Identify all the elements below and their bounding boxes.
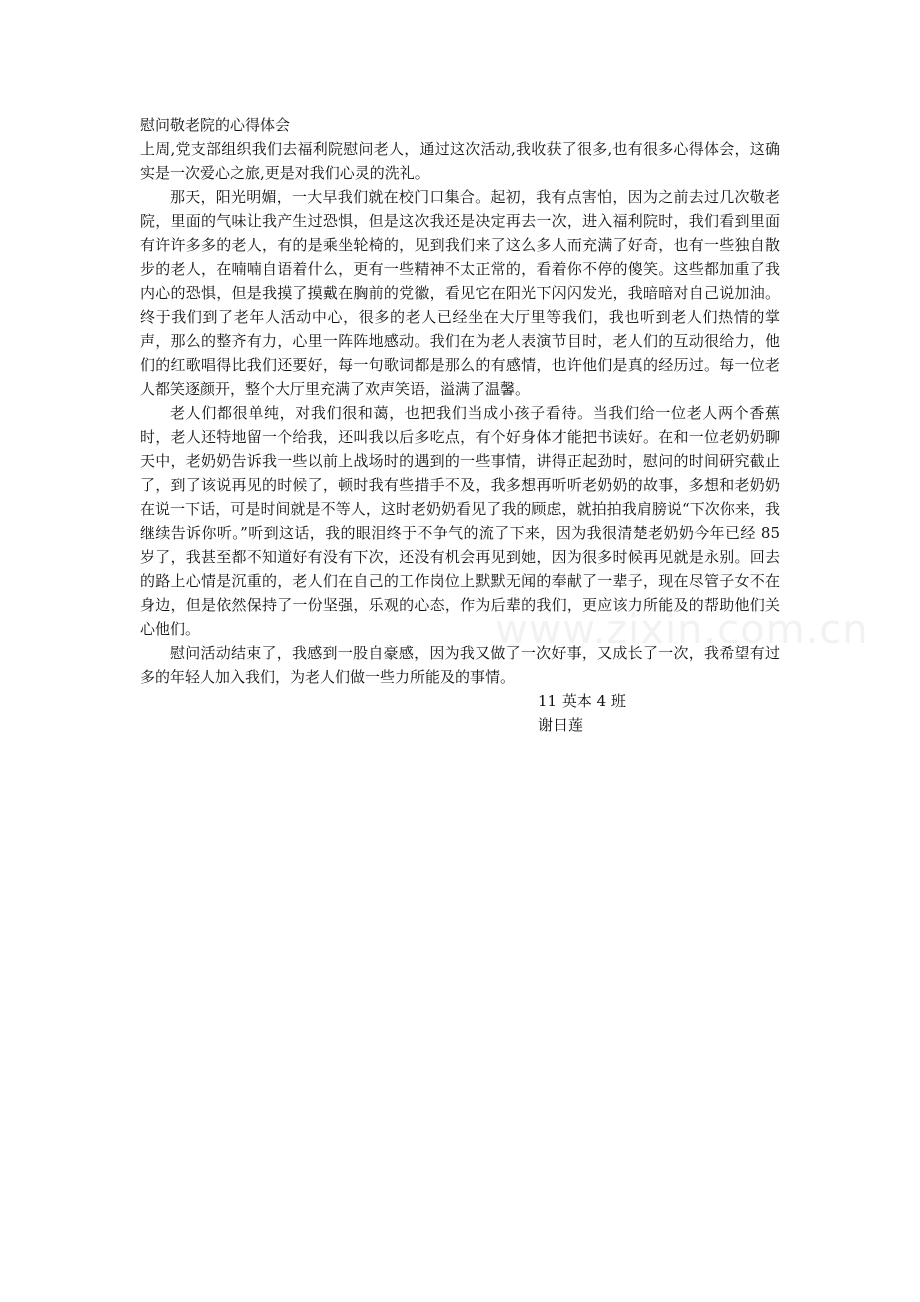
signature-name: 谢日莲 (538, 716, 584, 734)
paragraph-visit: 那天，阳光明媚，一大早我们就在校门口集合。起初，我有点害怕，因为之前去过几次敬老院，里面的气味让我产生过恐惧，但是这次我还是决定再去一次，进入福利院时，我们看到里面有许许多多的老人，有的是乘坐轮椅的，见到我们来了这么多人而充满了好奇，也有一些独自散步的老人，在喃喃自语着什么，更有一些精神不太正常的，看着你不停的傻笑。这些都加重了我内心的恐惧，但是我摸了摸戴在胸前的党徽，看见它在阳光下闪闪发光，我暗暗对自己说加油。终于我们到了老年人活动中心，很多的老人已经坐在大厅里等我们，我也听到老人们热情的掌声，那么的整齐有力，心里一阵阵地感动。我们在为老人表演节目时，老人们的互动很给力，他们的红歌唱得比我们还要好，每一句歌词都是那么的有感情，也许他们是真的经历过。每一位老人都笑逐颜开，整个大厅里充满了欢声笑语，溢满了温馨。 (140, 188, 780, 398)
paragraph-intro: 上周,党支部组织我们去福利院慰问老人，通过这次活动,我收获了很多,也有很多心得体会，这确实是一次爱心之旅,更是对我们心灵的洗礼。 (140, 140, 780, 182)
document-title: 慰问敬老院的心得体会 (140, 116, 291, 134)
watermark: www.zixin.com.cn (495, 607, 869, 653)
signature-class: 11 英本 4 班 (538, 692, 626, 710)
paragraph-grandmother: 老人们都很单纯，对我们很和蔼，也把我们当成小孩子看待。当我们给一位老人两个香蕉时，老人还特地留一个给我，还叫我以后多吃点，有个好身体才能把书读好。在和一位老奶奶聊天中，老奶奶告诉我一些以前上战场时的遇到的一些事情，讲得正起劲时，慰问的时间研究截止了，到了该说再见的时候了，顿时我有些措手不及，我多想再听听老奶奶的故事，多想和老奶奶在说一下话，可是时间就是不等人，这时老奶奶看见了我的顾虑，就拍拍我肩膀说“下次你来，我继续告诉你听。”听到这话，我的眼泪终于不争气的流了下来，因为我很清楚老奶奶今年已经 85 岁了，我甚至都不知道好有没有下次，还没有机会再见到她，因为很多时候再见就是永别。回去的路上心情是沉重的，老人们在自己的工作岗位上默默无闻的奉献了一辈子，现在尽管子女不在身边，但是依然保持了一份坚强，乐观的心态，作为后辈的我们，更应该力所能及的帮助他们关心他们。 (140, 404, 780, 638)
paragraph-conclusion: 慰问活动结束了，我感到一股自豪感，因为我又做了一次好事，又成长了一次，我希望有过多的年轻人加入我们，为老人们做一些力所能及的事情。 (140, 644, 780, 686)
document-body (140, 113, 780, 737)
